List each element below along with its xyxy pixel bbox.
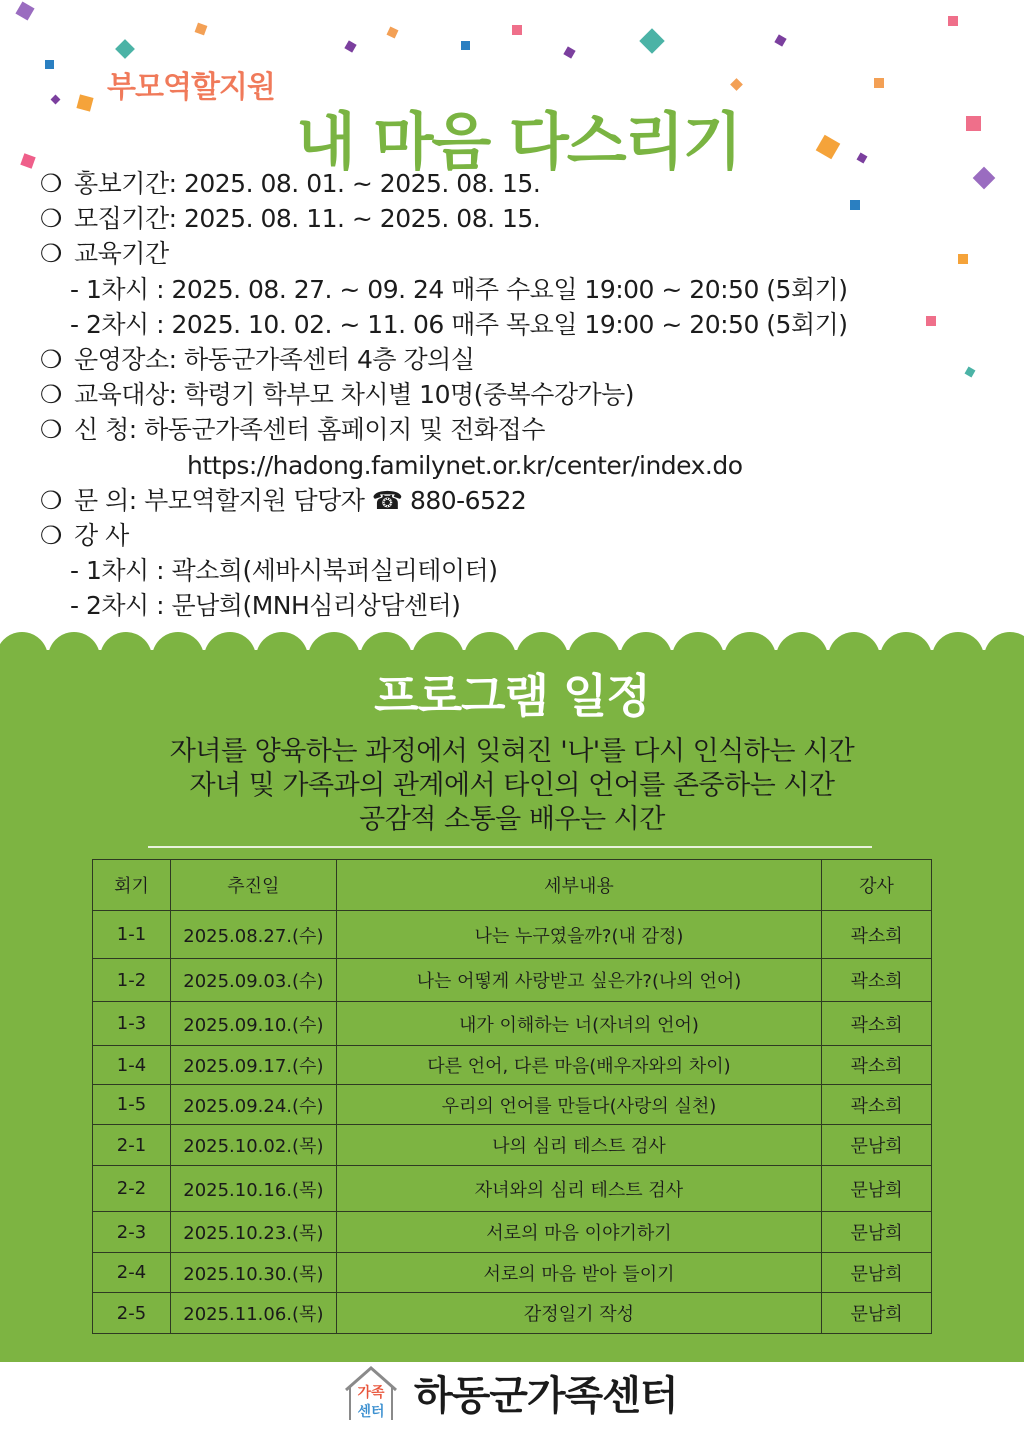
recruit-period: 모집기간: 2025. 08. 11. ~ 2025. 08. 15. bbox=[74, 204, 541, 234]
session-instructor: 문남희 bbox=[822, 1166, 932, 1212]
bullet-icon: ❍ bbox=[40, 239, 62, 269]
session-instructor: 곽소희 bbox=[822, 1002, 932, 1046]
session-date: 2025.09.17.(수) bbox=[170, 1046, 336, 1085]
session-content: 나의 심리 테스트 검사 bbox=[336, 1125, 821, 1166]
session-date: 2025.09.03.(수) bbox=[170, 959, 336, 1002]
session-instructor: 문남희 bbox=[822, 1253, 932, 1293]
session1-detail: - 1차시 : 2025. 08. 27. ~ 09. 24 매주 수요일 19:00 ~ 20:50 (5회기) bbox=[70, 274, 848, 304]
session-instructor: 문남희 bbox=[822, 1293, 932, 1334]
session-number: 2-1 bbox=[93, 1125, 171, 1166]
table-row bbox=[93, 1125, 932, 1166]
session-number: 1-2 bbox=[93, 959, 171, 1002]
logo-text-top: 가족 bbox=[357, 1385, 385, 1401]
session-content: 서로의 마음 이야기하기 bbox=[336, 1212, 821, 1253]
inquiry: 문 의: 부모역할지원 담당자 ☎ 880-6522 bbox=[74, 485, 527, 515]
info-line-venue bbox=[40, 342, 940, 377]
session-number: 1-1 bbox=[93, 911, 171, 959]
session-number: 1-5 bbox=[93, 1085, 171, 1125]
session-content: 서로의 마음 받아 들이기 bbox=[336, 1253, 821, 1293]
session-instructor: 문남희 bbox=[822, 1212, 932, 1253]
table-row bbox=[93, 1293, 932, 1334]
instructor2: - 2차시 : 문남희(MNH심리상담센터) bbox=[70, 591, 461, 621]
session-instructor: 곽소희 bbox=[822, 1085, 932, 1125]
info-line-edu bbox=[40, 236, 940, 271]
logo-text-bottom: 센터 bbox=[357, 1404, 385, 1420]
info-line-instructor bbox=[40, 518, 940, 553]
session-date: 2025.10.02.(목) bbox=[170, 1125, 336, 1166]
info-line-promo bbox=[40, 166, 940, 201]
session-date: 2025.08.27.(수) bbox=[170, 911, 336, 959]
apply: 신 청: 하동군가족센터 홈페이지 및 전화접수 bbox=[74, 415, 545, 445]
program-category: 부모역할지원 bbox=[107, 70, 275, 105]
program-description bbox=[0, 735, 1024, 837]
column-header: 세부내용 bbox=[336, 860, 821, 911]
info-line-inquiry bbox=[40, 483, 940, 518]
session-number: 1-4 bbox=[93, 1046, 171, 1085]
bullet-icon: ❍ bbox=[40, 380, 62, 410]
target: 교육대상: 학령기 학부모 차시별 10명(중복수강가능) bbox=[74, 380, 635, 410]
session2-detail: - 2차시 : 2025. 10. 02. ~ 11. 06 매주 목요일 19:00 ~ 20:50 (5회기) bbox=[70, 309, 848, 339]
schedule-table bbox=[92, 859, 932, 1334]
session-instructor: 곽소희 bbox=[822, 911, 932, 959]
session-content: 우리의 언어를 만들다(사랑의 실천) bbox=[336, 1085, 821, 1125]
session-instructor: 곽소희 bbox=[822, 1046, 932, 1085]
session-instructor: 곽소희 bbox=[822, 959, 932, 1002]
session-content: 자녀와의 심리 테스트 검사 bbox=[336, 1166, 821, 1212]
table-row bbox=[93, 1212, 932, 1253]
promo-period: 홍보기간: 2025. 08. 01. ~ 2025. 08. 15. bbox=[74, 169, 541, 198]
info-line-target bbox=[40, 377, 940, 412]
session-number: 1-3 bbox=[93, 1002, 171, 1046]
family-center-logo bbox=[340, 1362, 402, 1424]
column-header: 회기 bbox=[93, 860, 171, 911]
organization-name: 하동군가족센터 bbox=[414, 1373, 678, 1419]
session-date: 2025.09.10.(수) bbox=[170, 1002, 336, 1046]
bullet-icon: ❍ bbox=[40, 204, 62, 234]
bullet-icon: ❍ bbox=[40, 485, 62, 515]
edu-period-label: 교육기간 bbox=[74, 239, 169, 269]
column-header: 강사 bbox=[822, 860, 932, 911]
session-date: 2025.10.30.(목) bbox=[170, 1253, 336, 1293]
table-row bbox=[93, 1046, 932, 1085]
session-date: 2025.09.24.(수) bbox=[170, 1085, 336, 1125]
page-title: 내 마음 다스리기 bbox=[296, 105, 741, 178]
bullet-icon: ❍ bbox=[40, 169, 62, 198]
info-line-apply bbox=[40, 412, 940, 447]
bullet-icon: ❍ bbox=[40, 344, 62, 374]
bullet-icon: ❍ bbox=[40, 415, 62, 445]
session-date: 2025.10.23.(목) bbox=[170, 1212, 336, 1253]
table-row bbox=[93, 1166, 932, 1212]
bullet-icon: ❍ bbox=[40, 520, 62, 550]
program-title: 프로그램 일정 bbox=[374, 669, 650, 723]
apply-url[interactable]: https://hadong.familynet.or.kr/center/index.do bbox=[187, 450, 743, 480]
instructor1: - 1차시 : 곽소희(세바시북퍼실리테이터) bbox=[70, 556, 498, 586]
table-header-row bbox=[93, 860, 932, 911]
venue: 운영장소: 하동군가족센터 4층 강의실 bbox=[74, 344, 475, 374]
session-content: 내가 이해하는 너(자녀의 언어) bbox=[336, 1002, 821, 1046]
info-line-recruit bbox=[40, 201, 940, 236]
description-line: 자녀 및 가족과의 관계에서 타인의 언어를 존중하는 시간 bbox=[189, 770, 835, 801]
description-line: 공감적 소통을 배우는 시간 bbox=[359, 804, 665, 835]
session-number: 2-4 bbox=[93, 1253, 171, 1293]
divider bbox=[148, 846, 872, 848]
session-date: 2025.10.16.(목) bbox=[170, 1166, 336, 1212]
table-row bbox=[93, 911, 932, 959]
session-content: 감정일기 작성 bbox=[336, 1293, 821, 1334]
session-content: 나는 어떻게 사랑받고 싶은가?(나의 언어) bbox=[336, 959, 821, 1002]
session-date: 2025.11.06.(목) bbox=[170, 1293, 336, 1334]
instructor-label: 강 사 bbox=[74, 520, 129, 550]
session-instructor: 문남희 bbox=[822, 1125, 932, 1166]
session-content: 다른 언어, 다른 마음(배우자와의 차이) bbox=[336, 1046, 821, 1085]
table-row bbox=[93, 1085, 932, 1125]
column-header: 추진일 bbox=[170, 860, 336, 911]
session-content: 나는 누구였을까?(내 감정) bbox=[336, 911, 821, 959]
table-row bbox=[93, 1002, 932, 1046]
session-number: 2-3 bbox=[93, 1212, 171, 1253]
session-number: 2-5 bbox=[93, 1293, 171, 1334]
description-line: 자녀를 양육하는 과정에서 잊혀진 '나'를 다시 인식하는 시간 bbox=[169, 736, 855, 767]
session-number: 2-2 bbox=[93, 1166, 171, 1212]
info-section bbox=[40, 166, 940, 623]
table-row bbox=[93, 1253, 932, 1293]
table-row bbox=[93, 959, 932, 1002]
